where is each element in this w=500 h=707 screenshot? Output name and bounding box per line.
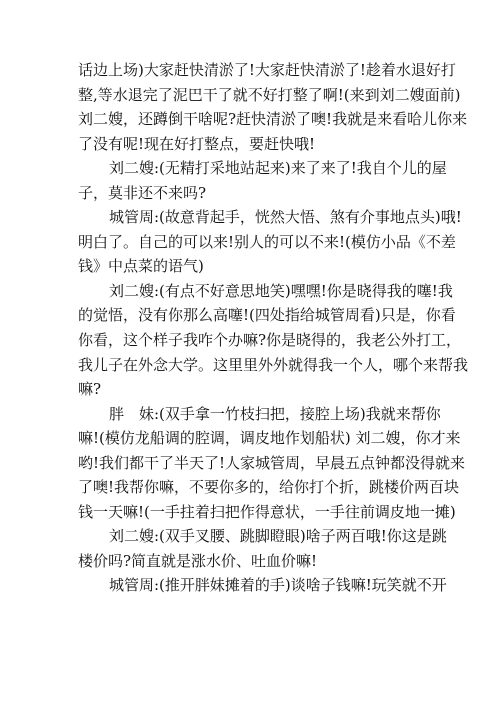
text-line: 哟!我们都干了半天了!人家城管周，早晨五点钟都没得就来: [78, 453, 466, 472]
text-line: 子，莫非还不来吗?: [78, 183, 207, 202]
text-line: 城管周:(故意背起手，恍然大悟、煞有介事地点头)哦!: [109, 208, 462, 227]
text-line: 话边上场)大家赶快清淤了!大家赶快清淤了!趁着水退好打: [78, 61, 456, 79]
text-line: 城管周:(推开胖妹摊着的手)谈啥子钱嘛!玩笑就不开: [109, 576, 447, 595]
text-line: 嘛?: [78, 380, 102, 399]
text-line: 胖 妹:(双手拿一竹枝扫把，接腔上场)我就来帮你: [109, 404, 441, 423]
text-line: 刘二嫂:(无精打采地站起来)来了来了!我自个儿的屋: [109, 159, 447, 178]
text-line: 钱一天嘛!(一手拄着扫把作得意状，一手往前调皮地一摊): [78, 502, 456, 521]
text-line: 了噢!我帮你嘛，不要你多的，给你打个折，跳楼价两百块: [78, 478, 460, 497]
text-line: 的觉悟，没有你那么高噻!(四处指给城管周看)只是，你看: [78, 306, 456, 325]
text-line: 钱》中点菜的语气): [78, 257, 204, 276]
text-line: 了没有呢!现在好打整点，要赶快哦!: [78, 134, 316, 153]
text-line: 刘二嫂，还蹲倒干啥呢?赶快清淤了噢!我就是来看哈儿你来: [78, 110, 468, 129]
text-line: 楼价吗?简直就是涨水价、吐血价嘛!: [78, 551, 318, 570]
text-line: 我儿子在外念大学。这里里外外就得我一个人，哪个来帮我: [78, 355, 469, 374]
document-body-text: [78, 58, 469, 598]
text-line: 明白了。自己的可以来!别人的可以不来!(模仿小品《不差: [78, 232, 456, 251]
text-line: 嘛!(模仿龙船调的腔调，调皮地作划船状) 刘二嫂，你才来: [78, 429, 461, 448]
text-line: 刘二嫂:(有点不好意思地笑)嘿嘿!你是晓得我的噻!我: [109, 281, 453, 300]
text-line: 整,等水退完了泥巴干了就不好打整了啊!(来到刘二嫂面前): [78, 85, 461, 104]
text-line: 刘二嫂:(双手叉腰、跳脚瞪眼)啥子两百哦!你这是跳: [109, 527, 447, 546]
text-line: 你看，这个样子我咋个办嘛?你是晓得的，我老公外打工，: [78, 331, 462, 350]
